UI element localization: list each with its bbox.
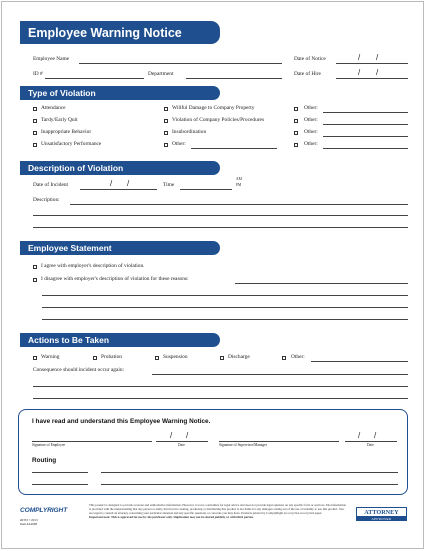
routing-label: Routing (32, 457, 57, 464)
employee-signature-line[interactable] (32, 441, 152, 442)
badge-bottom: APPROVED (357, 516, 406, 521)
supervisor-date-line[interactable] (345, 441, 397, 442)
probation-label: Probation (101, 354, 122, 360)
supervisor-signature-label: Signature of Supervisor/Manager (219, 443, 267, 447)
date-separator: / (170, 431, 173, 440)
probation-checkbox[interactable] (93, 356, 97, 360)
discharge-checkbox[interactable] (220, 356, 224, 360)
routing-line[interactable] (32, 472, 88, 473)
willful-damage-label: Willful Damage to Company Property (172, 105, 255, 111)
date-of-notice-label: Date of Notice (294, 56, 326, 62)
other-label: Other: (304, 105, 318, 111)
date-separator: / (376, 68, 379, 77)
other-field[interactable] (323, 124, 408, 125)
time-field[interactable] (180, 189, 232, 190)
other-label: Other: (304, 129, 318, 135)
disagree-reason-line[interactable] (42, 319, 408, 320)
date-separator: / (358, 68, 361, 77)
inappropriate-behavior-checkbox[interactable] (33, 131, 37, 135)
suspension-label: Suspension (163, 354, 188, 360)
employee-signature-label: Signature of Employee (32, 443, 66, 447)
agree-label: I agree with employer's description of violation. (41, 263, 145, 269)
insubordination-checkbox[interactable] (164, 131, 168, 135)
discharge-label: Discharge (228, 354, 250, 360)
employee-date-line[interactable] (156, 441, 208, 442)
important-note: Important note: This is approved for use by the purchaser only. Duplication may not be shared publicly or with third parties. (89, 515, 254, 520)
disclaimer-text: This product is designed to provide accurate and authoritative information. However, it is not a substitute for legal advice and does not provide legal opinions on any specific facts or services. The information is provided with the understanding that any person or entity involved in creating, producing or distributing this product is not liable for any damages arising out of the use or inability to use this product. You are urged to consult an attorney concerning your particular situation and any specific questions or concerns you may have. Products printed by ComplyRight are recycled on recycled paper. (89, 503, 346, 516)
employee-statement-heading: Employee Statement (20, 241, 220, 255)
unsatisfactory-performance-checkbox[interactable] (33, 143, 37, 147)
employee-date-label: Date (178, 443, 185, 447)
other-field[interactable] (323, 112, 408, 113)
acknowledgement-title: I have read and understand this Employee Warning Notice. (32, 418, 211, 425)
routing-line[interactable] (101, 484, 398, 485)
department-field[interactable] (186, 78, 282, 79)
warning-label: Warning (41, 354, 60, 360)
attendance-checkbox[interactable] (33, 107, 37, 111)
legal-disclaimer (89, 503, 347, 519)
date-of-notice-field[interactable] (336, 63, 408, 64)
description-heading: Description of Violation (20, 161, 220, 175)
actions-heading: Actions to Be Taken (20, 333, 220, 347)
page-title: Employee Warning Notice (20, 21, 220, 44)
disagree-label: I disagree with employer's description of violation for these reasons: (41, 276, 189, 282)
disagree-checkbox[interactable] (33, 278, 37, 282)
other-violation-field[interactable] (191, 148, 277, 149)
disagree-reason-line[interactable] (235, 283, 408, 284)
warning-checkbox[interactable] (33, 356, 37, 360)
date-of-incident-label: Date of Incident (33, 182, 69, 188)
supervisor-date-label: Date (367, 443, 374, 447)
type-of-violation-heading: Type of Violation (20, 86, 220, 100)
suspension-checkbox[interactable] (155, 356, 159, 360)
am-option[interactable]: AM (236, 177, 242, 181)
other-violation-label: Other: (172, 141, 186, 147)
supervisor-signature-line[interactable] (219, 441, 339, 442)
other-action-label: Other: (291, 354, 305, 360)
disagree-reason-line[interactable] (42, 295, 408, 296)
other-label: Other: (304, 141, 318, 147)
routing-line[interactable] (32, 484, 88, 485)
date-separator: / (358, 53, 361, 62)
consequence-line[interactable] (33, 386, 408, 387)
date-separator: / (127, 179, 130, 188)
date-of-hire-field[interactable] (336, 78, 408, 79)
date-of-incident-field[interactable] (80, 189, 157, 190)
description-line[interactable] (70, 204, 408, 205)
form-code: #0353 ©2013 (20, 518, 38, 522)
department-label: Department (148, 71, 174, 77)
inappropriate-behavior-label: Inappropriate Behavior (41, 129, 92, 135)
badge-top: ATTORNEY (364, 508, 399, 516)
consequence-line[interactable] (33, 398, 408, 399)
other-checkbox[interactable] (294, 119, 298, 123)
date-separator: / (110, 179, 113, 188)
other-label: Other: (304, 117, 318, 123)
date-of-hire-label: Date of Hire (294, 71, 321, 77)
attendance-label: Attendance (41, 105, 66, 111)
date-separator: / (376, 53, 379, 62)
date-separator: / (186, 431, 189, 440)
tardy-checkbox[interactable] (33, 119, 37, 123)
pm-option[interactable]: PM (236, 183, 242, 187)
description-label: Description: (33, 197, 60, 203)
time-label: Time (163, 182, 175, 188)
disagree-reason-line[interactable] (42, 307, 408, 308)
routing-line[interactable] (101, 472, 398, 473)
willful-damage-checkbox[interactable] (164, 107, 168, 111)
attorney-approved-badge (356, 507, 407, 521)
item-code: Item #A4098 (20, 522, 37, 526)
other-action-checkbox[interactable] (282, 356, 286, 360)
complyright-logo: COMPLYRIGHT (20, 507, 68, 514)
id-field[interactable] (45, 78, 144, 79)
other-violation-checkbox[interactable] (164, 143, 168, 147)
tardy-label: Tardy/Early Quit (41, 117, 78, 123)
insubordination-label: Insubordination (172, 129, 207, 135)
other-checkbox[interactable] (294, 143, 298, 147)
date-separator: / (374, 431, 377, 440)
date-separator: / (358, 431, 361, 440)
other-checkbox[interactable] (294, 131, 298, 135)
other-checkbox[interactable] (294, 107, 298, 111)
other-field[interactable] (323, 148, 408, 149)
description-line[interactable] (33, 227, 408, 228)
employee-name-label: Employee Name (33, 56, 70, 62)
unsatisfactory-performance-label: Unsatisfactory Performance (41, 141, 102, 147)
other-field[interactable] (323, 136, 408, 137)
employee-name-field[interactable] (79, 63, 282, 64)
id-label: ID # (33, 71, 43, 77)
policy-violation-label: Violation of Company Policies/Procedures (172, 117, 265, 123)
consequence-label: Consequence should incident occur again: (33, 367, 125, 373)
agree-checkbox[interactable] (33, 265, 37, 269)
policy-violation-checkbox[interactable] (164, 119, 168, 123)
consequence-line[interactable] (152, 374, 408, 375)
other-action-field[interactable] (311, 361, 408, 362)
description-line[interactable] (33, 215, 408, 216)
